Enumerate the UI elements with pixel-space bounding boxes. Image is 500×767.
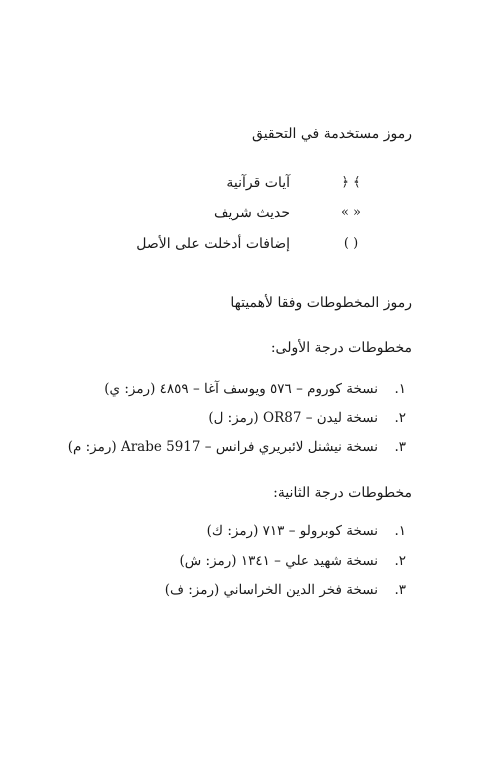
first-degree-heading: مخطوطات درجة الأولى:: [270, 340, 412, 356]
quran-brackets-symbol: ﴿ ﴾: [341, 175, 361, 190]
second-degree-heading: مخطوطات درجة الثانية:: [273, 485, 412, 501]
symbol-row-additions: [0, 236, 500, 258]
list-item: نسخة كوبرولو – ٧١٣ (رمز: ك): [206, 523, 378, 539]
list-item: نسخة ليدن – OR87 (رمز: ل): [208, 410, 378, 426]
manuscripts-heading: رموز المخطوطات وفقا لأهميتها: [230, 295, 412, 311]
list-item: نسخة نيشنل لائبريري فرانس – Arabe 5917 (رمز: م): [67, 439, 378, 455]
symbols-heading: رموز مستخدمة في التحقيق: [252, 126, 412, 142]
hadith-quotes-symbol: « »: [340, 205, 362, 220]
list-number: ٣.: [394, 439, 406, 455]
parentheses-symbol: ( ): [343, 236, 359, 251]
list-number: ٢.: [394, 410, 406, 426]
list-number: ٣.: [394, 582, 406, 598]
symbol-label-additions: إضافات أدخلت على الأصل: [136, 236, 290, 252]
list-item: نسخة كوروم – ٥٧٦ ويوسف آغا – ٤٨٥٩ (رمز: ي): [104, 381, 378, 397]
symbol-row-quran: [0, 175, 500, 197]
list-number: ١.: [394, 381, 406, 397]
list-number: ١.: [394, 523, 406, 539]
list-number: ٢.: [394, 553, 406, 569]
list-item: نسخة فخر الدين الخراساني (رمز: ف): [164, 582, 378, 598]
symbol-label-hadith: حديث شريف: [214, 205, 290, 221]
list-item: نسخة شهيد علي – ١٣٤١ (رمز: ش): [179, 553, 378, 569]
symbol-label-quran: آيات قرآنية: [226, 175, 290, 191]
symbol-row-hadith: [0, 205, 500, 227]
